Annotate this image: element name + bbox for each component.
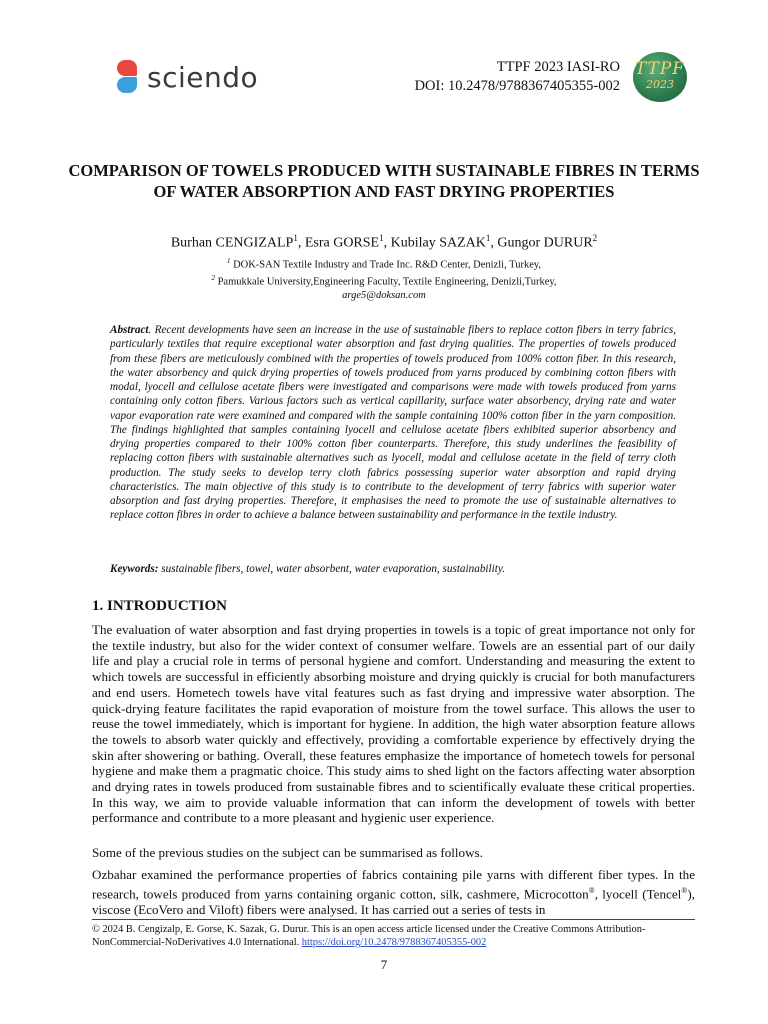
keywords-label: Keywords: bbox=[110, 563, 159, 575]
emblem-year: 2023 bbox=[646, 78, 674, 91]
keywords bbox=[110, 563, 676, 575]
footer-divider bbox=[92, 919, 695, 920]
license-text: © 2024 B. Cengizalp, E. Gorse, K. Sazak, G. Durur. This is an open access article licensed under the Creative Commons Attribution-NonCommercial-NoDerivatives 4.0 International. bbox=[92, 924, 646, 948]
keywords-text: sustainable fibers, towel, water absorbent, water evaporation, sustainability. bbox=[158, 563, 505, 575]
intro-paragraph-1: The evaluation of water absorption and fast drying properties in towels is a topic of great importance not only for the textile industry, but also for the wider context of consumer welfare. Towels are an essential part of our daily life and play a crucial role in terms of personal hygiene and comfort. Understanding and measuring the extent to which towels are successful in efficiently absorbing moisture and drying quickly is crucial for both manufacturers and end users. Hometech towels have vital features such as fast drying and impressive water absorption. The quick-drying feature facilitates the rapid evaporation of moisture from the towel surface. This allows the user to reuse the towel immediately, which is important for hygiene. In addition, the high water absorption feature allows the towels to absorb water quickly and effectively, providing a comfortable experience by effectively drying the skin after showering or bathing. Overall, these features emphasize the importance of hometech towels for personal hygiene and make them a pragmatic choice. This study aims to shed light on the factors affecting water absorption and drying rates in towels produced from sustainable fibres and to scientifically evaluate these critical properties. In this way, we aim to provide valuable information that can inform the development of towels with better performance and contribute to a more pleasant and hygienic user experience. bbox=[92, 622, 695, 826]
intro-paragraph-3: Ozbahar examined the performance properties of fabrics containing pile yarns with different fiber types. In the research, towels produced from yarns containing organic cotton, silk, cashmere, Microcotton®, lyocell (Tencel®), viscose (EcoVero and Viloft) fibers were analysed. It has carried out a series of tests in bbox=[92, 867, 696, 917]
registered-mark: ® bbox=[681, 885, 688, 895]
doi-link[interactable]: https://doi.org/10.2478/9788367405355-002 bbox=[301, 937, 487, 948]
author-affiliation-mark: 1 bbox=[485, 233, 491, 243]
sciendo-logo-icon bbox=[115, 60, 139, 94]
page-number: 7 bbox=[380, 957, 388, 972]
doi: DOI: 10.2478/9788367405355-002 bbox=[414, 78, 620, 94]
registered-mark: ® bbox=[588, 885, 595, 895]
abstract-label: Abstract bbox=[110, 324, 149, 336]
publisher-logo bbox=[115, 60, 258, 94]
intro-paragraph-2: Some of the previous studies on the subject can be summarised as follows. bbox=[92, 845, 483, 860]
paper-title: COMPARISON OF TOWELS PRODUCED WITH SUSTAINABLE FIBRES IN TERMS OF WATER ABSORPTION AND FAST DRYING PROPERTIES bbox=[68, 161, 700, 201]
affiliations bbox=[60, 255, 708, 303]
author: Burhan CENGIZALP bbox=[170, 235, 294, 251]
author: Kubilay SAZAK bbox=[390, 235, 486, 251]
author-affiliation-mark: 1 bbox=[293, 233, 298, 243]
author-affiliation-mark: 2 bbox=[592, 233, 598, 243]
abstract-text: . Recent developments have seen an increase in the use of sustainable fibers to replace cotton fibers in terry fabrics, particularly textiles that require exceptional water absorption and fast drying qualities. The properties of towels produced from these fibers are meticulously combined with the properties of towels produced from 100% cotton fiber. In this research, the water absorbency and quick drying properties of towels produced from yarns produced by combining cotton fibers with modal, lyocell and cellulose acetate fibers were investigated and comparisons were made with towels produced from yarns containing only cotton fibers. Various factors such as vertical capillarity, surface water absorbency, drying rate and water vapor evaporation rate were examined and compared with the sample containing 100% cotton fiber in the yarn composition. The findings highlighted that samples containing lyocell and cellulose acetate fibers exhibited superior absorbency and drying properties compared to their 100% cotton fiber counterparts. Therefore, this study underlines the feasibility of replacing cotton fibers with sustainable alternatives such as lyocell, modal and cellulose acetate in the field of terry cloth production. The study seeks to develop terry cloth fabrics possessing superior water absorption and rapid drying characteristics. The main objective of this study is to contribute to the development of terry fabrics with superior water absorption and fast drying properties. Therefore, it emphasises the need to promote the use of sustainable alternatives to replace cotton fibres in order to achieve a balance between sustainability and performance in the textile industry. bbox=[110, 324, 676, 522]
page-header bbox=[0, 0, 768, 120]
publisher-name: sciendo bbox=[147, 60, 259, 94]
contact-email: arge5@doksan.com bbox=[342, 290, 426, 301]
section-heading: 1. INTRODUCTION bbox=[92, 598, 228, 614]
conference-name: TTPF 2023 IASI-RO bbox=[496, 59, 620, 75]
conference-emblem-icon bbox=[633, 52, 687, 102]
license-footer bbox=[92, 923, 695, 949]
emblem-text: TTPF bbox=[634, 59, 686, 79]
author-affiliation-mark: 1 bbox=[379, 233, 384, 243]
affiliation-2: $^2$ Pamukkale University,Engineering Faculty, Textile Engineering, Denizli,Turkey, bbox=[211, 274, 557, 288]
author-list: Burhan CENGIZALP$^1$, Esra GORSE$^1$, Kubilay SAZAK$^1$, Gungor DURUR$^2$ bbox=[170, 233, 598, 251]
abstract bbox=[110, 323, 676, 523]
conference-info bbox=[415, 58, 620, 96]
affiliation-1: $^1$ DOK-SAN Textile Industry and Trade Inc. R&D Center, Denizli, Turkey, bbox=[226, 257, 542, 271]
author: Esra GORSE bbox=[304, 235, 380, 251]
author: Gungor DURUR bbox=[497, 235, 593, 251]
